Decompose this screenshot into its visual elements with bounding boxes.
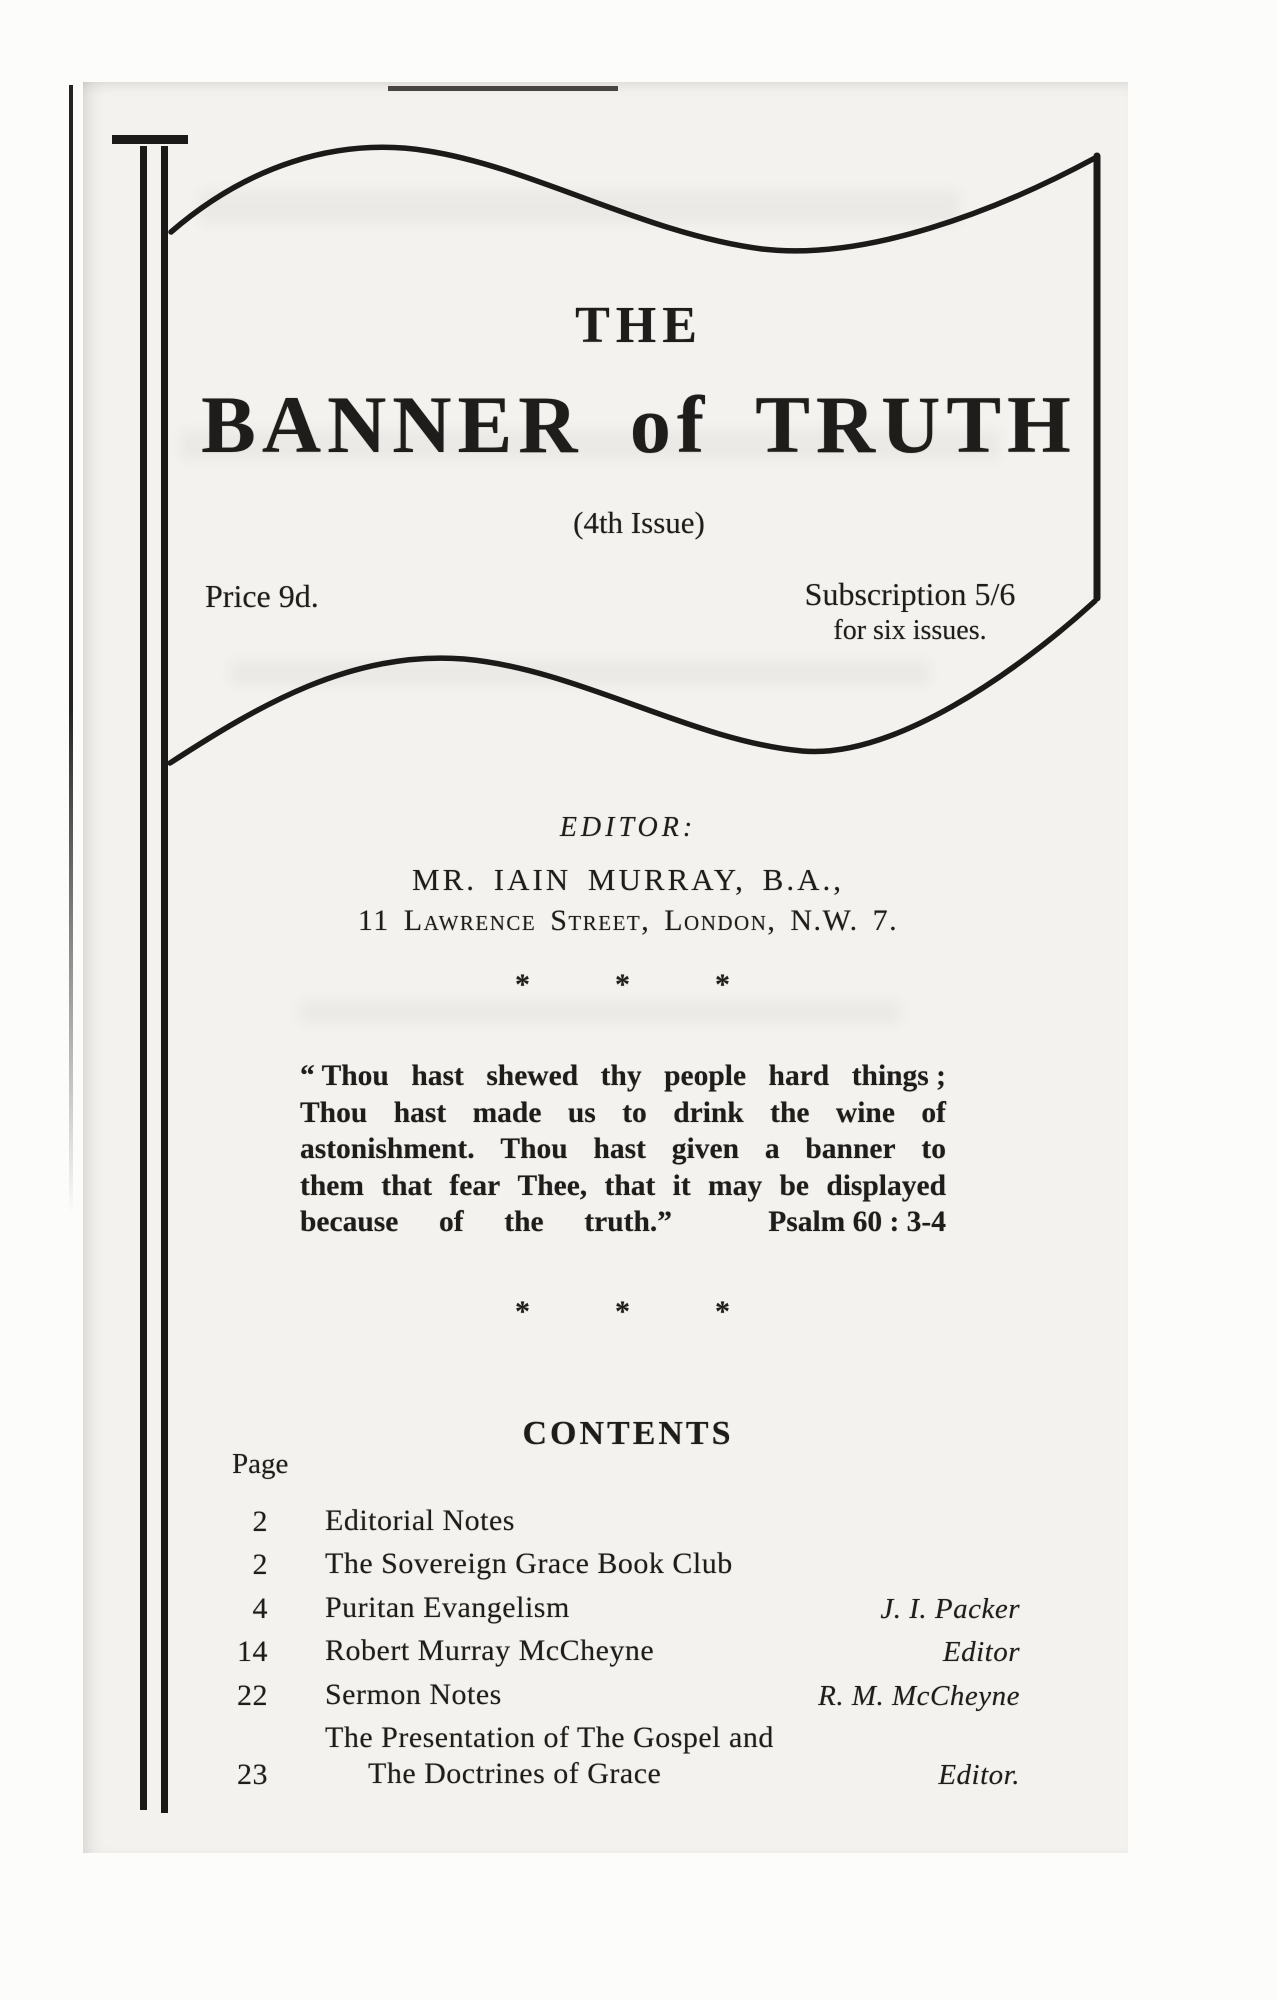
quote-word: things ; <box>851 1060 946 1092</box>
quote-word: shewed <box>486 1060 579 1092</box>
contents-page-number: 2 <box>252 1548 268 1582</box>
contents-row <box>200 1633 1020 1669</box>
quote-word: to <box>622 1096 647 1129</box>
contents-page-number: 23 <box>237 1758 268 1791</box>
quote-word: people <box>664 1060 747 1092</box>
editor-address: 11 Lawrence Street, London, N.W. 7. <box>357 904 899 937</box>
contents-author: Editor. <box>938 1759 1020 1791</box>
contents-heading: CONTENTS <box>522 1415 734 1452</box>
contents-title-line: The Sovereign Grace Book Club <box>325 1547 733 1581</box>
quote-word: because <box>300 1206 399 1238</box>
contents-row <box>200 1546 1020 1582</box>
asterisk-glyph: * <box>715 1295 730 1328</box>
quote-word: be <box>779 1169 809 1202</box>
quote-word: that <box>604 1169 656 1202</box>
asterisk-glyph: * <box>715 968 730 1001</box>
quote-last-line <box>300 1204 946 1241</box>
quote-line <box>300 1168 946 1205</box>
quote-word: hast <box>393 1096 447 1129</box>
quote-word: it <box>672 1169 691 1202</box>
quote-word: may <box>708 1169 763 1202</box>
contents-title <box>325 1546 733 1582</box>
asterisk-separator-row <box>515 968 730 1002</box>
contents-title-line: The Presentation of The Gospel and <box>325 1721 774 1754</box>
editor-heading: EDITOR: <box>559 812 697 843</box>
quote-word: them <box>300 1169 364 1202</box>
issue-number: (4th Issue) <box>573 505 705 540</box>
quote-word: given <box>671 1133 739 1165</box>
contents-author: J. I. Packer <box>880 1592 1020 1625</box>
contents-page-number: 22 <box>237 1678 268 1712</box>
contents-title-line: Robert Murray McCheyne <box>325 1634 655 1668</box>
quote-word: hard <box>768 1060 830 1092</box>
quote-word: “ Thou <box>300 1060 389 1092</box>
quote-word: displayed <box>826 1169 946 1202</box>
contents-row <box>200 1677 1020 1713</box>
quote-word: of <box>439 1206 464 1238</box>
page-column-label: Page <box>232 1448 289 1480</box>
contents-author: Editor <box>942 1636 1020 1669</box>
subscription-block <box>775 576 1045 647</box>
quote-word: wine <box>835 1096 895 1129</box>
asterisk-glyph: * <box>615 1295 630 1328</box>
contents-page-number: 2 <box>252 1505 268 1538</box>
quote-word: banner <box>805 1133 896 1165</box>
quote-word: made <box>472 1096 542 1129</box>
quote-word: truth.” <box>584 1206 672 1238</box>
quote-word: thy <box>600 1060 642 1092</box>
quote-line <box>300 1095 946 1132</box>
contents-author: R. M. McCheyne <box>818 1679 1020 1712</box>
contents-page-number: 14 <box>237 1635 268 1669</box>
quote-word: drink <box>673 1096 744 1129</box>
contents-title <box>325 1503 515 1539</box>
contents-title <box>325 1633 654 1669</box>
contents-title <box>325 1720 774 1792</box>
asterisk-separator-row <box>515 1295 730 1329</box>
masthead-title-line1: THE <box>575 297 703 354</box>
quote-line <box>300 1131 946 1168</box>
subscription-rate: Subscription 5/6 <box>804 576 1016 612</box>
asterisk-glyph: * <box>515 1295 530 1328</box>
contents-row <box>200 1503 1020 1539</box>
quote-line <box>300 1058 946 1095</box>
contents-title-line: Puritan Evangelism <box>325 1590 570 1624</box>
contents-title-line: Editorial Notes <box>325 1504 515 1537</box>
quote-word: that <box>381 1169 433 1202</box>
quote-word: astonishment. <box>300 1133 475 1165</box>
contents-page-number: 4 <box>252 1591 268 1625</box>
contents-title-line: The Doctrines of Grace <box>368 1757 662 1790</box>
quote-word: Thou <box>500 1133 568 1165</box>
quote-word: a <box>764 1133 780 1165</box>
asterisk-glyph: * <box>515 968 530 1001</box>
quote-word: us <box>567 1096 596 1129</box>
quote-word: Thee, <box>517 1169 588 1202</box>
contents-title-line: Sermon Notes <box>325 1677 502 1711</box>
quote-word: the <box>504 1206 544 1238</box>
quote-line <box>300 1204 672 1241</box>
editor-name: MR. IAIN MURRAY, B.A., <box>412 862 844 897</box>
contents-title <box>325 1590 570 1626</box>
quote-word: Thou <box>300 1096 368 1129</box>
quote-word: to <box>921 1133 946 1165</box>
contents-row <box>200 1720 1020 1792</box>
asterisk-glyph: * <box>615 968 630 1001</box>
flagpole-finial-bar <box>112 135 188 144</box>
contents-title <box>325 1677 502 1713</box>
banner-top-edge <box>171 147 1095 250</box>
quote-attribution: Psalm 60 : 3-4 <box>768 1206 946 1238</box>
quote-word: the <box>770 1096 810 1129</box>
price-label: Price 9d. <box>205 578 319 614</box>
quote-word: of <box>921 1096 946 1129</box>
quote-word: fear <box>449 1169 501 1202</box>
scripture-quote <box>300 1058 946 1241</box>
quote-word: hast <box>411 1060 464 1092</box>
quote-word: hast <box>593 1133 646 1165</box>
subscription-terms: for six issues. <box>833 615 987 646</box>
contents-row <box>200 1590 1020 1626</box>
masthead-title-line2: BANNER of TRUTH <box>201 379 1077 470</box>
